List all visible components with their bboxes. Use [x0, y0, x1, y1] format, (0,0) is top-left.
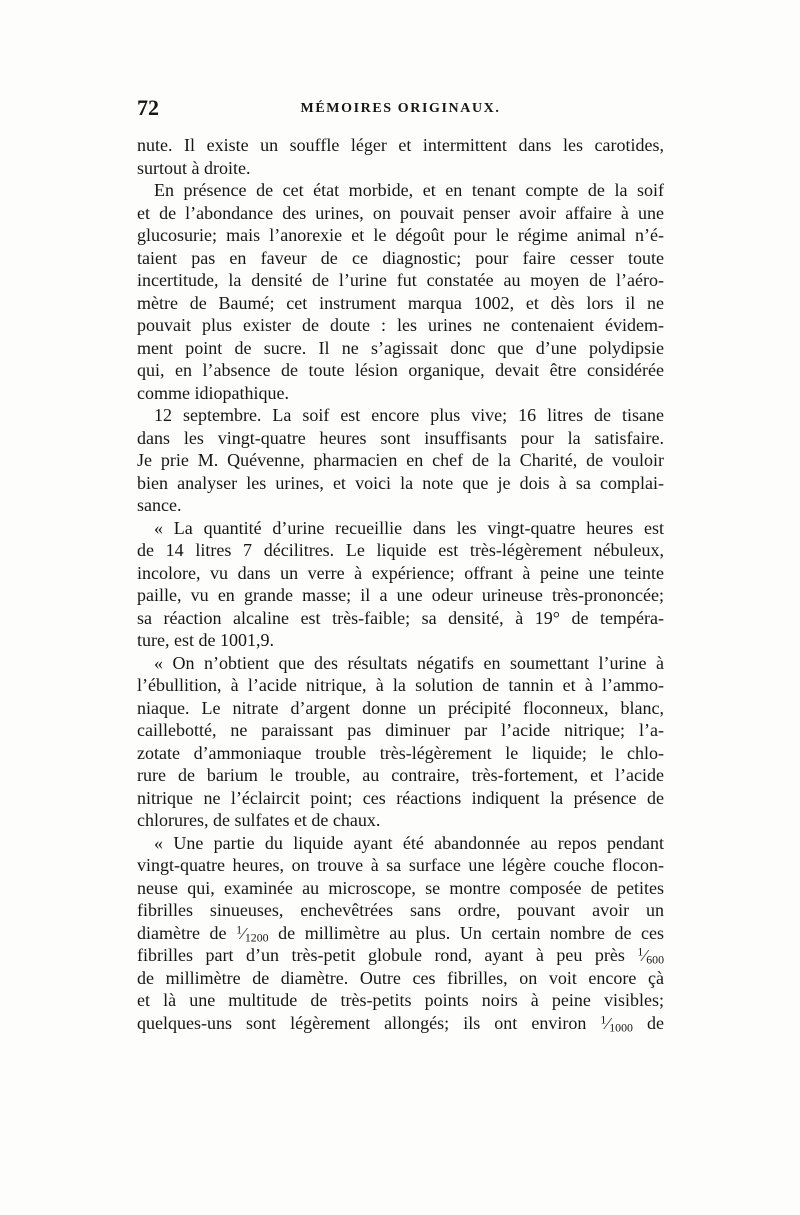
fraction-numerator: 1	[637, 944, 644, 959]
fraction	[637, 945, 664, 965]
text-line: caillebotté, ne paraissant pas diminuer par l’acide nitrique; l’a-	[137, 720, 664, 740]
fraction-denominator: 600	[646, 952, 664, 967]
text-line: bien analyser les urines, et voici la note que je dois à sa complai-	[137, 472, 664, 493]
text-line: sa réaction alcaline est très-faible; sa densité, à 19° de tempéra-	[137, 607, 664, 628]
text-line: sance.	[137, 495, 182, 515]
text-line: « La quantité d’urine recueillie dans les vingt-quatre heures est	[154, 517, 664, 538]
fraction	[600, 1013, 633, 1033]
text-line: nute. Il existe un souffle léger et intermittent dans les carotides,	[137, 135, 664, 155]
text-line: nitrique ne l’éclaircit point; ces réactions indiquent la présence de	[137, 787, 664, 808]
text-line: niaque. Le nitrate d’argent donne un précipité floconneux, blanc,	[137, 697, 664, 718]
text-line: 12 septembre. La soif est encore plus vive; 16 litres de tisane	[154, 405, 664, 425]
fraction	[236, 923, 269, 943]
text-line	[137, 922, 664, 945]
text-line: En présence de cet état morbide, et en tenant compte de la soif	[154, 180, 664, 200]
text-line: zotate d’ammoniaque trouble très-légèrement le liquide; le chlo-	[137, 742, 664, 763]
text-line: incolore, vu dans un verre à expérience; offrant à peine une teinte	[137, 562, 664, 583]
fraction-slash: ⁄	[643, 946, 647, 965]
paragraph	[137, 832, 664, 1035]
text-line: rure de barium le trouble, au contraire, très-fortement, et l’acide	[137, 765, 664, 785]
text-line: de 14 litres 7 décilitres. Le liquide est très-légèrement nébuleux,	[137, 540, 664, 560]
text-segment: quelques-uns sont légèrement allongés; ils ont environ	[137, 1012, 601, 1033]
text-line: qui, en l’absence de toute lésion organique, devait être considérée	[137, 360, 664, 380]
text-segment: fibrilles part d’un très-petit globule rond, ayant à peu près	[137, 945, 638, 965]
paragraph	[137, 134, 664, 179]
text-line: pouvait plus exister de doute : les urines ne contenaient évidem-	[137, 315, 664, 335]
text-line: « Une partie du liquide ayant été abandonnée au repos pendant	[154, 832, 664, 853]
text-segment: de millimètre au plus. Un certain nombre de ces	[268, 922, 664, 943]
text-line: ture, est de 1001,9.	[137, 630, 274, 650]
fraction-denominator: 1200	[244, 929, 269, 944]
text-segment: diamètre de	[137, 922, 237, 943]
page-number: 72	[137, 95, 159, 120]
text-line	[137, 1012, 664, 1035]
paragraph	[137, 179, 664, 404]
fraction-slash: ⁄	[242, 923, 245, 943]
text-line: chlorures, de sulfates et de chaux.	[137, 810, 381, 830]
text-line: surtout à droite.	[137, 157, 251, 178]
paragraph	[137, 517, 664, 652]
running-title: MÉMOIRES ORIGINAUX.	[300, 101, 501, 116]
text-line: et là une multitude de très-petits points noirs à peine visibles;	[137, 990, 664, 1010]
text-line: de millimètre de diamètre. Outre ces fibrilles, on voit encore çà	[137, 967, 664, 988]
text-line: comme idiopathique.	[137, 382, 289, 403]
text-line: taient pas en faveur de ce diagnostic; pour faire cesser toute	[137, 247, 664, 268]
fraction-slash: ⁄	[606, 1013, 610, 1033]
text-line: paille, vu en grande masse; il a une odeur urineuse très-prononcée;	[137, 585, 664, 605]
text-line	[137, 944, 664, 967]
text-line: vingt-quatre heures, on trouve à sa surface une légère couche flocon-	[137, 855, 664, 875]
text-line: mètre de Baumé; cet instrument marqua 1002, et dès lors il ne	[137, 292, 664, 313]
paragraph	[137, 652, 664, 832]
text-body	[137, 134, 664, 1034]
paragraph	[137, 404, 664, 517]
fraction-numerator: 1	[236, 922, 242, 937]
text-line: ment point de sucre. Il ne s’agissait donc que d’une polydipsie	[137, 337, 664, 358]
text-segment: de	[632, 1012, 664, 1033]
text-line: Je prie M. Quévenne, pharmacien en chef de la Charité, de vouloir	[137, 450, 664, 470]
text-line: glucosurie; mais l’anorexie et le dégoût pour le régime animal n’é-	[137, 225, 664, 245]
fraction-denominator: 1000	[609, 1019, 633, 1034]
text-line: « On n’obtient que des résultats négatifs en soumettant l’urine à	[154, 652, 664, 673]
text-line: dans les vingt-quatre heures sont insuffisants pour la satisfaire.	[137, 427, 664, 448]
text-line: neuse qui, examinée au microscope, se montre composée de petites	[137, 877, 664, 898]
text-line: fibrilles sinueuses, enchevêtrées sans ordre, pouvant avoir un	[137, 900, 664, 920]
text-line: et de l’abondance des urines, on pouvait penser avoir affaire à une	[137, 202, 664, 223]
fraction-numerator: 1	[600, 1012, 607, 1027]
text-line: incertitude, la densité de l’urine fut constatée au moyen de l’aéro-	[137, 270, 664, 290]
text-line: l’ébullition, à l’acide nitrique, à la solution de tannin et à l’ammo-	[137, 675, 664, 695]
